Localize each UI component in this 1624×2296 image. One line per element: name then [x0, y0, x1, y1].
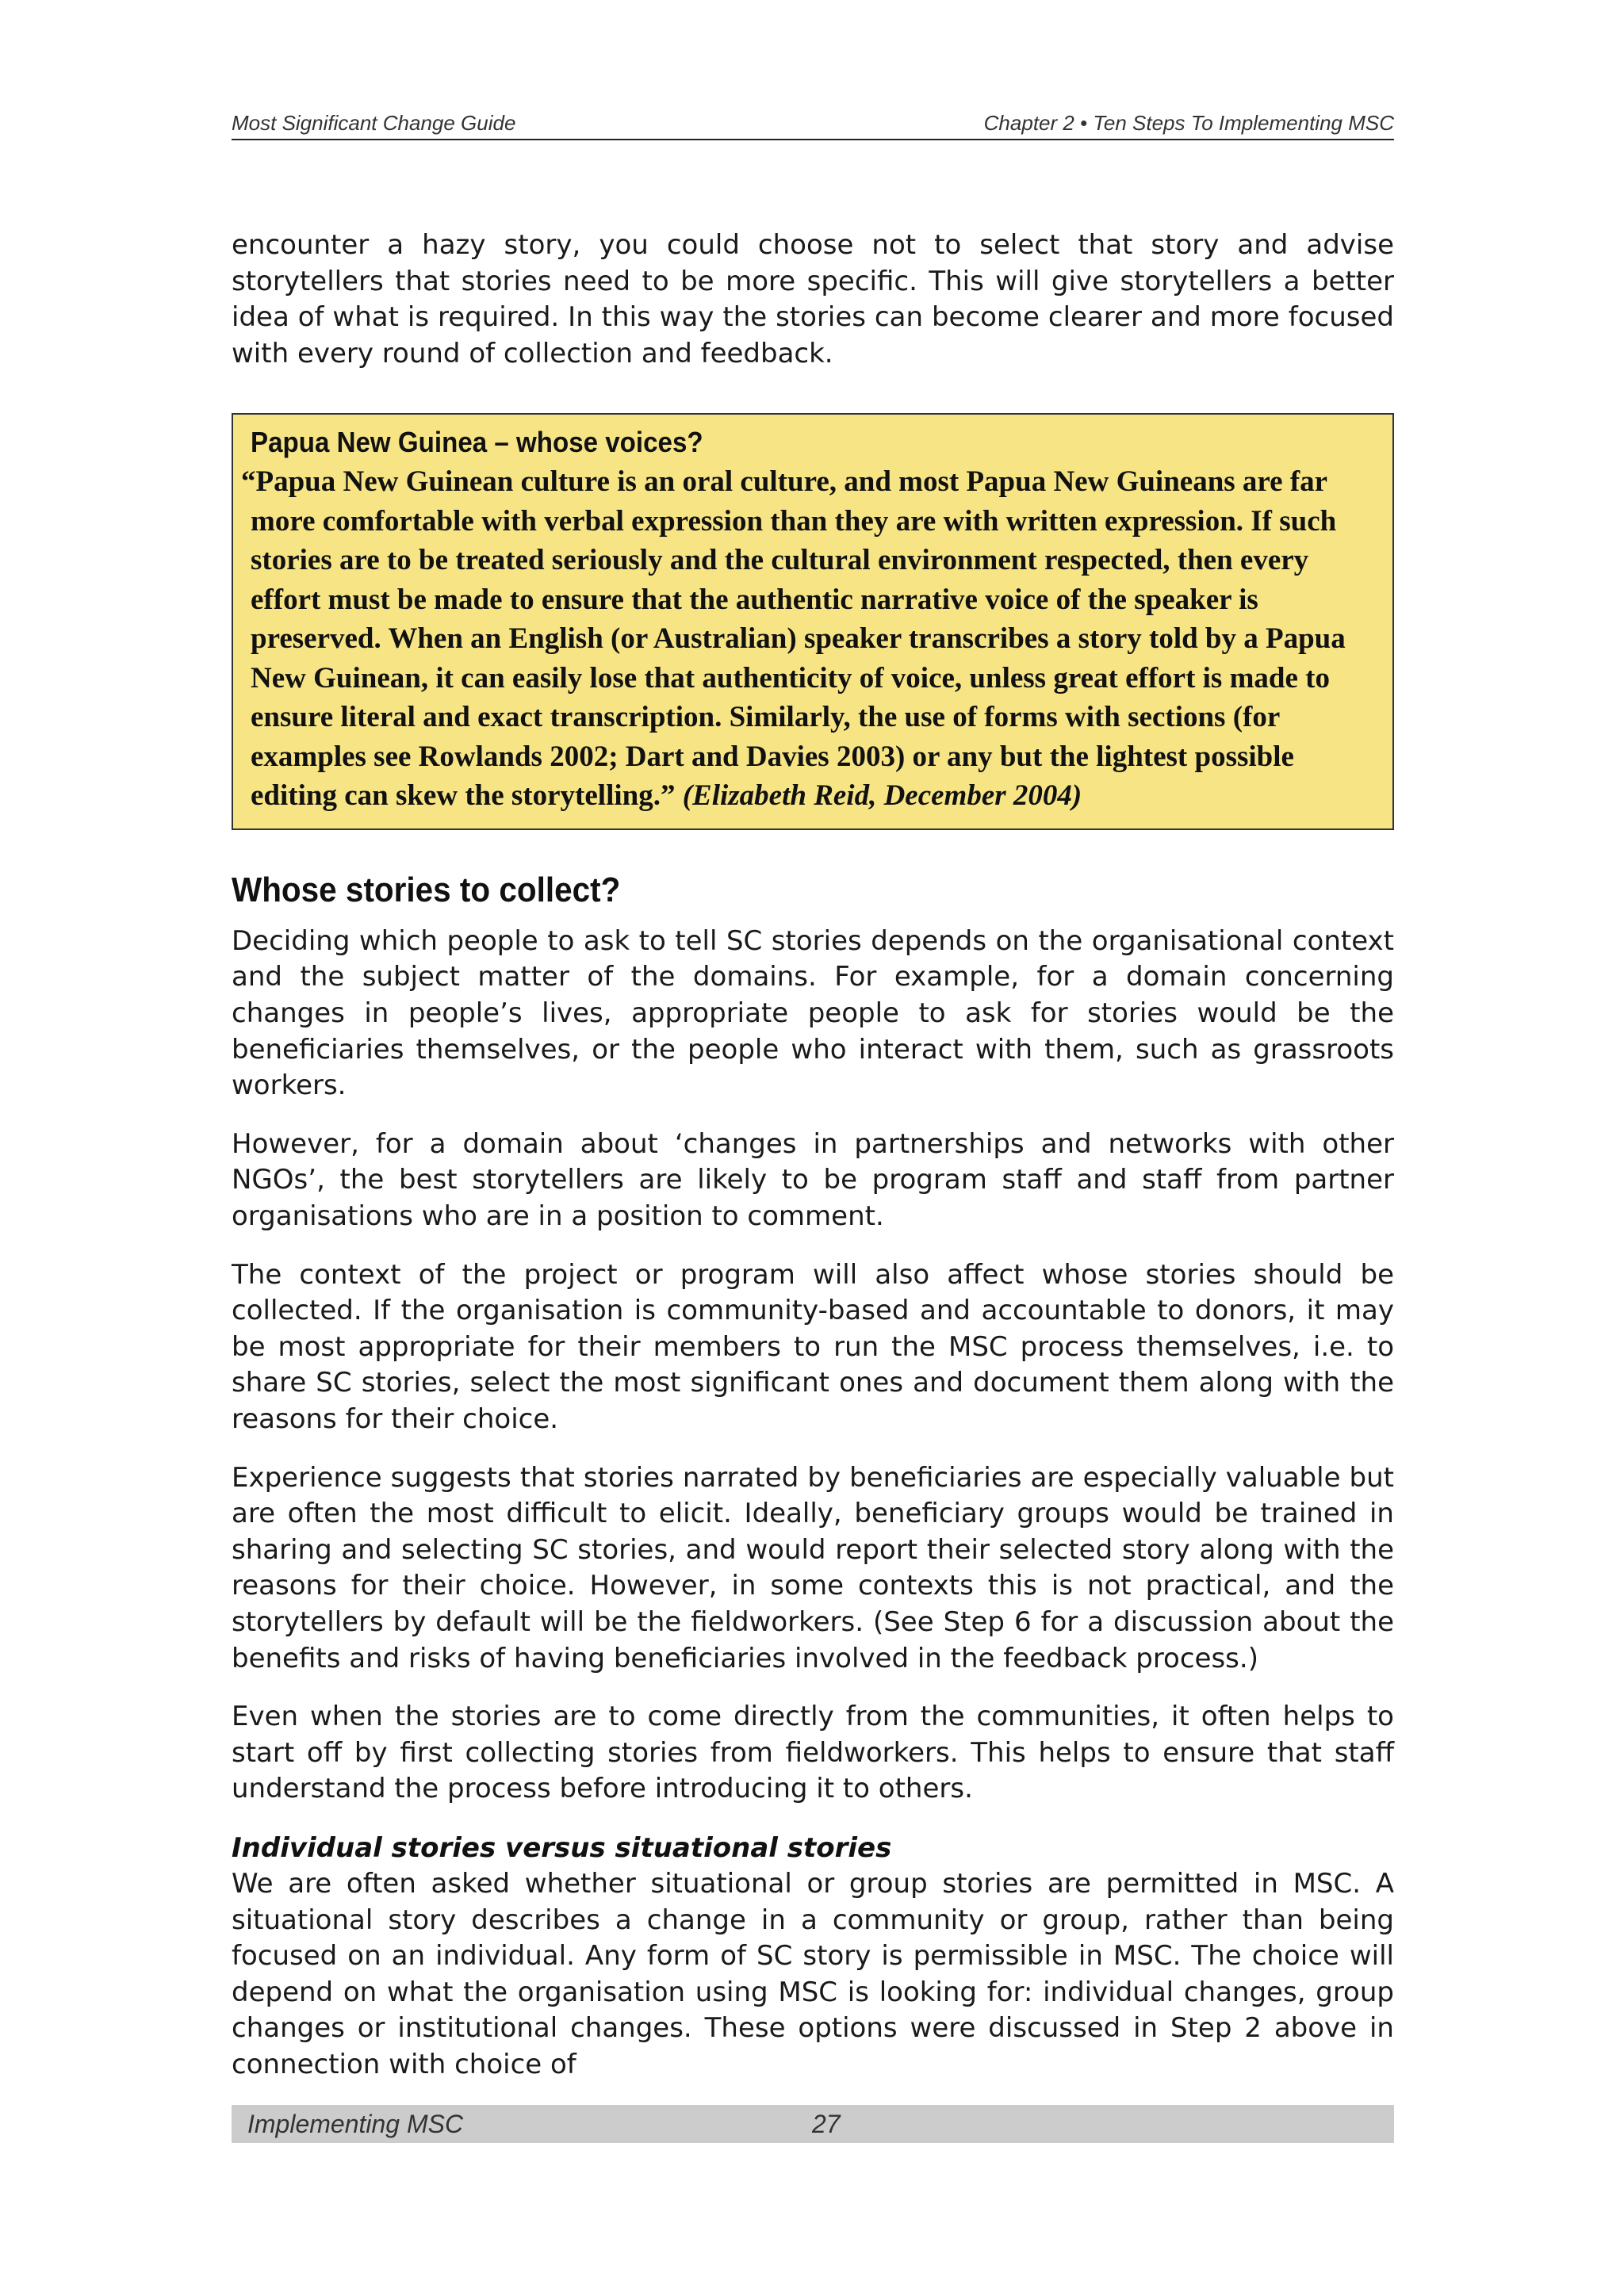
- body-paragraph: We are often asked whether situational or group stories are permitted in MSC. A situational story describes a change in a community or group, rather than being focused on an individual. Any form of SC story is permissible in MSC. The choice will depend on what the organisation using MSC is looking for: individual changes, group changes or institutional changes. These options were discussed in Step 2 above in connection with choice of: [232, 1867, 1394, 2080]
- running-header: [232, 111, 1394, 140]
- quote-citation: (Elizabeth Reid, December 2004): [682, 779, 1082, 813]
- callout-quote: [241, 462, 1375, 816]
- body-paragraph: Experience suggests that stories narrated by beneficiaries are especially valuable but are often the most difficult to elicit. Ideally, beneficiary groups would be trained in sharing and selecting SC stories, and would report their selected story along with the reasons for their choice. However, in some contexts this is not practical, and the storytellers by default will be the fieldworkers. (See Step 6 for a discussion about the benefits and risks of having beneficiaries involved in the feedback process.): [232, 1461, 1394, 1674]
- body-paragraph: Deciding which people to ask to tell SC stories depends on the organisational context and the subject matter of the domains. For example, for a domain concerning changes in people’s lives, appropriate people to ask for stories would be the beneficiaries themselves, or the people who interact with them, such as grassroots workers.: [232, 924, 1394, 1102]
- intro-paragraph: encounter a hazy story, you could choose not to select that story and advise storytellers that stories need to be more specific. This will give storytellers a better idea of what is required. In this way the stories can become clearer and more focused with every round of collection and feedback.: [232, 229, 1394, 369]
- document-page: [232, 111, 1394, 2172]
- callout-box: [232, 413, 1394, 830]
- subheading: Individual stories versus situational stories: [232, 1831, 892, 1864]
- page-number: 27: [812, 2110, 841, 2138]
- section-heading: Whose stories to collect?: [232, 870, 621, 909]
- header-chapter-title: Chapter 2 • Ten Steps To Implementing MSC: [983, 111, 1394, 135]
- callout-title: Papua New Guinea – whose voices?: [251, 426, 703, 459]
- quote-text: “Papua New Guinean culture is an oral culture, and most Papua New Guineans are far more comfortable with verbal expression than they are with written expression. If such stories are to be treated seriously and the cultural environment respected, then every effort must be made to ensure that the authentic narrative voice of the speaker is preserved. When an English (or Australian) speaker transcribes a story told by a Papua New Guinean, it can easily lose that authenticity of voice, unless great effort is made to ensure literal and exact transcription. Similarly, the use of forms with sections (for examples see Rowlands 2002; Dart and Davies 2003) or any but the lightest possible editing can skew the storytelling.”: [241, 465, 1346, 813]
- header-book-title: Most Significant Change Guide: [232, 111, 516, 135]
- page-footer: [232, 2105, 1394, 2143]
- footer-title: Implementing MSC: [247, 2110, 464, 2138]
- body-paragraph: However, for a domain about ‘changes in partnerships and networks with other NGOs’, the best storytellers are likely to be program staff and staff from partner organisations who are in a position to comment.: [232, 1127, 1394, 1233]
- body-paragraph: Even when the stories are to come directly from the communities, it often helps to start off by first collecting stories from fieldworkers. This helps to ensure that staff understand the process before introducing it to others.: [232, 1701, 1394, 1805]
- body-paragraph: The context of the project or program will also affect whose stories should be collected. If the organisation is community-based and accountable to donors, it may be most appropriate for their members to run the MSC process themselves, i.e. to share SC stories, select the most significant ones and document them along with the reasons for their choice.: [232, 1258, 1394, 1435]
